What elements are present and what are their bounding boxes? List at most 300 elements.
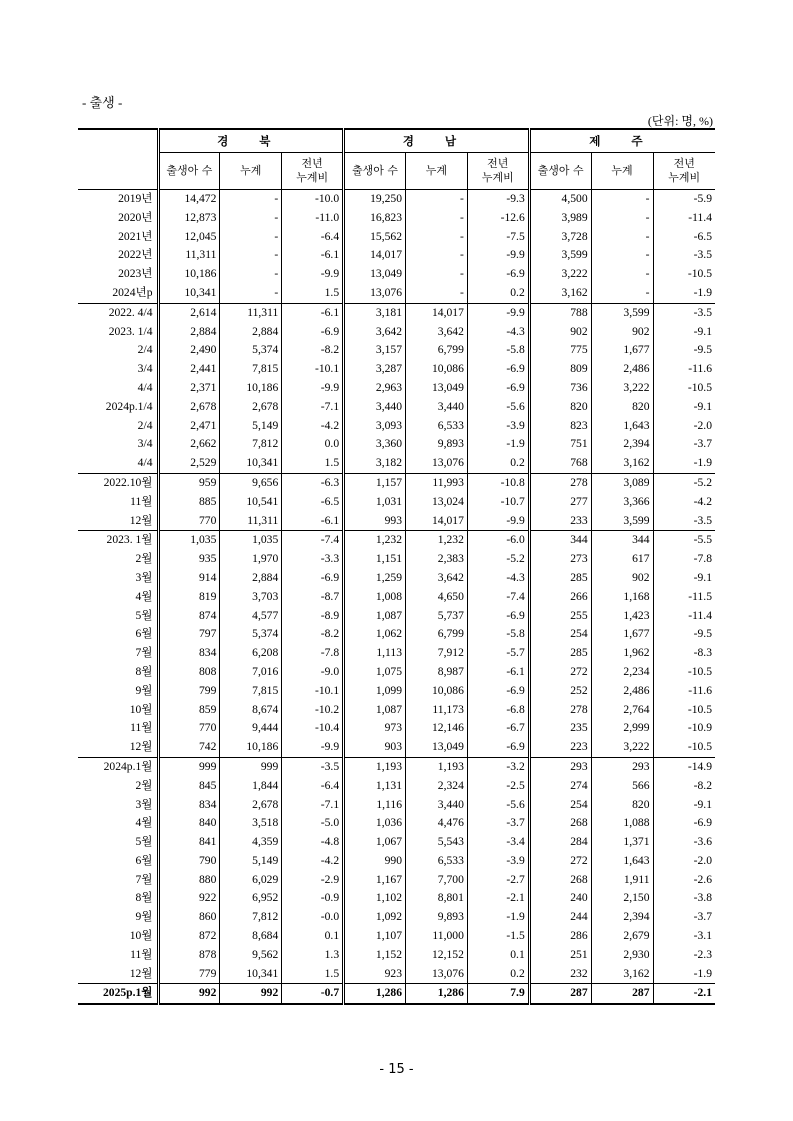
birth-count-cell: 254 [529,625,591,644]
row-label: 12월 [129,966,153,980]
cumulative-cell: - [406,284,468,303]
cumulative-cell: - [406,228,468,247]
birth-count-header: 출생아 수 [344,153,406,190]
birth-count-cell: 859 [158,701,220,720]
yoy-ratio-cell: -5.5 [653,531,715,550]
cumulative-cell: 2,930 [591,946,653,965]
birth-count-cell: 834 [158,796,220,815]
cumulative-cell: 3,222 [591,738,653,757]
cumulative-cell: 12,146 [406,719,468,738]
table-row [78,531,715,550]
birth-count-cell: 3,642 [344,323,406,342]
cumulative-cell: 7,812 [220,435,282,454]
cumulative-cell: 2,324 [406,777,468,796]
cumulative-cell: 10,086 [406,360,468,379]
yoy-ratio-cell: -10.5 [653,265,715,284]
cumulative-cell: 6,952 [220,889,282,908]
birth-count-header: 출생아 수 [529,153,591,190]
cumulative-cell: 13,076 [406,965,468,984]
yoy-ratio-cell: -9.0 [282,663,344,682]
cumulative-cell: 14,017 [406,303,468,322]
table-row [78,927,715,946]
row-label: 11월 [130,947,153,961]
table-row [78,984,715,1004]
yoy-ratio-cell: -6.9 [467,607,529,626]
row-label: 2023년 [118,267,153,281]
row-label: 4월 [135,816,153,830]
birth-count-cell: 240 [529,889,591,908]
cumulative-cell: 1,088 [591,814,653,833]
yoy-ratio-cell: -6.0 [467,531,529,550]
cumulative-cell: 999 [220,757,282,776]
cumulative-cell: - [406,209,468,228]
yoy-ratio-cell: -1.9 [467,908,529,927]
cumulative-cell: 4,650 [406,588,468,607]
birth-count-cell: 285 [529,569,591,588]
yoy-ratio-cell: -10.8 [467,473,529,492]
yoy-ratio-cell: 0.2 [467,284,529,303]
yoy-ratio-cell: -3.8 [653,889,715,908]
yoy-ratio-cell: 7.9 [467,984,529,1004]
birth-count-cell: 1,062 [344,625,406,644]
birth-count-cell: 3,287 [344,360,406,379]
yoy-ratio-cell: -2.9 [282,871,344,890]
birth-count-cell: 12,045 [158,228,220,247]
yoy-ratio-cell: -5.6 [467,398,529,417]
table-row [78,833,715,852]
row-label: 2022. 4/4 [78,303,158,322]
yoy-ratio-cell: -7.4 [282,531,344,550]
cumulative-cell: 2,884 [220,569,282,588]
table-row [78,303,715,322]
birth-count-cell: 820 [529,398,591,417]
birth-count-cell: 19,250 [344,190,406,209]
yoy-ratio-cell: -0.7 [282,984,344,1004]
yoy-ratio-cell: -8.2 [282,341,344,360]
table-row [78,246,715,265]
birth-count-cell: 232 [529,965,591,984]
cumulative-cell: 5,149 [220,417,282,436]
birth-count-cell: 284 [529,833,591,852]
yoy-ratio-cell: -0.0 [282,908,344,927]
birth-count-cell: 1,008 [344,588,406,607]
yoy-ratio-cell: -9.9 [282,738,344,757]
birth-count-cell: 3,599 [529,246,591,265]
birth-count-cell: 10,186 [158,265,220,284]
table-row [78,889,715,908]
cumulative-cell: 10,186 [220,379,282,398]
row-label: 10월 [129,702,153,716]
yoy-ratio-cell: -3.5 [282,757,344,776]
yoy-ratio-cell: -5.6 [467,796,529,815]
yoy-ratio-cell: -3.6 [653,833,715,852]
table-row [78,777,715,796]
birth-count-cell: 1,087 [344,701,406,720]
cumulative-cell: 6,533 [406,417,468,436]
birth-count-cell: 1,152 [344,946,406,965]
row-label: 2월 [135,778,153,792]
birth-count-cell: 1,167 [344,871,406,890]
birth-count-cell: 16,823 [344,209,406,228]
birth-count-cell: 223 [529,738,591,757]
yoy-cumulative-ratio-header: 전년 누계비 [282,153,344,190]
yoy-ratio-cell: 1.5 [282,454,344,473]
yoy-ratio-cell: -14.9 [653,757,715,776]
cumulative-cell: 820 [591,398,653,417]
birth-count-cell: 10,341 [158,284,220,303]
cumulative-cell: 3,222 [591,379,653,398]
yoy-ratio-cell: -3.7 [467,814,529,833]
cumulative-cell: 5,737 [406,607,468,626]
cumulative-cell: 2,394 [591,908,653,927]
yoy-ratio-cell: -2.0 [653,852,715,871]
cumulative-cell: 1,035 [220,531,282,550]
table-row-group [78,303,715,473]
birth-count-cell: 3,182 [344,454,406,473]
yoy-ratio-cell: -11.4 [653,607,715,626]
birth-count-cell: 2,884 [158,323,220,342]
cumulative-cell: 13,024 [406,493,468,512]
table-row-group [78,757,715,984]
yoy-ratio-cell: -7.5 [467,228,529,247]
birth-count-cell: 287 [529,984,591,1004]
region-header-gyeongnam: 경 남 [344,129,530,153]
yoy-ratio-cell: -10.0 [282,190,344,209]
cumulative-cell: 902 [591,569,653,588]
cumulative-cell: 7,812 [220,908,282,927]
birth-count-cell: 15,562 [344,228,406,247]
table-row [78,265,715,284]
yoy-ratio-cell: -2.6 [653,871,715,890]
table-row [78,454,715,473]
birth-count-cell: 1,035 [158,531,220,550]
table-row [78,569,715,588]
yoy-ratio-cell: -2.5 [467,777,529,796]
birth-count-cell: 235 [529,719,591,738]
table-row [78,209,715,228]
birth-count-cell: 736 [529,379,591,398]
birth-count-cell: 808 [158,663,220,682]
cumulative-cell: 7,700 [406,871,468,890]
cumulative-cell: - [591,246,653,265]
yoy-cumulative-ratio-header: 전년 누계비 [653,153,715,190]
yoy-ratio-cell: 0.1 [467,946,529,965]
cumulative-cell: 13,076 [406,454,468,473]
birth-count-cell: 252 [529,682,591,701]
cumulative-cell: - [220,246,282,265]
yoy-ratio-cell: -3.5 [653,303,715,322]
row-label: 9월 [135,910,153,924]
cumulative-cell: 9,893 [406,908,468,927]
birth-count-cell: 3,222 [529,265,591,284]
cumulative-cell: - [220,228,282,247]
birth-count-cell: 13,049 [344,265,406,284]
row-label: 2023. 1월 [78,531,158,550]
table-row [78,360,715,379]
table-row [78,417,715,436]
cumulative-cell: 8,684 [220,927,282,946]
yoy-ratio-cell: -7.1 [282,796,344,815]
row-label: 2022년 [118,248,153,262]
yoy-ratio-cell: -6.9 [653,814,715,833]
cumulative-cell: 1,168 [591,588,653,607]
birth-count-cell: 1,036 [344,814,406,833]
birth-count-cell: 790 [158,852,220,871]
yoy-ratio-cell: -3.1 [653,927,715,946]
cumulative-cell: 1,970 [220,550,282,569]
birth-count-cell: 278 [529,473,591,492]
table-row-group [78,984,715,1004]
yoy-ratio-cell: -6.7 [467,719,529,738]
yoy-ratio-cell: -0.9 [282,889,344,908]
cumulative-cell: 617 [591,550,653,569]
yoy-ratio-cell: -10.1 [282,682,344,701]
yoy-ratio-cell: -8.7 [282,588,344,607]
birth-count-cell: 272 [529,663,591,682]
yoy-ratio-cell: -3.9 [467,417,529,436]
birth-count-cell: 1,157 [344,473,406,492]
cumulative-cell: 11,311 [220,512,282,531]
cumulative-cell: 7,912 [406,644,468,663]
yoy-ratio-cell: -2.7 [467,871,529,890]
cumulative-cell: 2,486 [591,360,653,379]
row-label: 12월 [129,513,153,527]
birth-count-cell: 878 [158,946,220,965]
yoy-ratio-cell: -5.9 [653,190,715,209]
birth-count-cell: 286 [529,927,591,946]
yoy-ratio-cell: -3.7 [653,908,715,927]
birth-count-cell: 1,087 [344,607,406,626]
birth-count-cell: 874 [158,607,220,626]
birth-statistics-table [78,128,715,1005]
yoy-ratio-cell: -4.2 [282,852,344,871]
yoy-ratio-cell: -1.9 [653,454,715,473]
row-label: 3월 [135,797,153,811]
table-row [78,228,715,247]
yoy-ratio-cell: -9.9 [467,512,529,531]
yoy-ratio-cell: -5.0 [282,814,344,833]
region-header-gyeongbuk: 경 북 [158,129,344,153]
yoy-ratio-cell: -6.9 [467,360,529,379]
birth-count-cell: 4,500 [529,190,591,209]
unit-note: (단위: 명, %) [647,114,713,128]
cumulative-cell: 3,366 [591,493,653,512]
cumulative-cell: 1,911 [591,871,653,890]
birth-count-cell: 770 [158,719,220,738]
yoy-ratio-cell: -2.3 [653,946,715,965]
row-label: 11월 [130,494,153,508]
birth-count-cell: 834 [158,644,220,663]
row-label: 7월 [135,646,153,660]
cumulative-cell: 2,678 [220,398,282,417]
birth-count-cell: 3,162 [529,284,591,303]
birth-count-cell: 3,181 [344,303,406,322]
birth-count-cell: 770 [158,512,220,531]
cumulative-cell: 3,642 [406,323,468,342]
birth-count-cell: 993 [344,512,406,531]
cumulative-header: 누계 [591,153,653,190]
yoy-ratio-cell: -7.4 [467,588,529,607]
birth-count-cell: 797 [158,625,220,644]
yoy-ratio-cell: -1.9 [653,965,715,984]
row-label: 7월 [135,872,153,886]
page-number: - 15 - [379,1062,414,1077]
table-row [78,663,715,682]
row-label: 6월 [135,627,153,641]
cumulative-cell: 2,234 [591,663,653,682]
row-label: 2024p.1/4 [105,399,153,413]
cumulative-cell: 1,962 [591,644,653,663]
yoy-ratio-cell: -11.6 [653,682,715,701]
yoy-ratio-cell: -10.1 [282,360,344,379]
cumulative-cell: 11,000 [406,927,468,946]
birth-count-cell: 285 [529,644,591,663]
yoy-ratio-cell: -9.9 [467,246,529,265]
birth-count-cell: 268 [529,814,591,833]
birth-count-cell: 2,614 [158,303,220,322]
birth-count-cell: 2,441 [158,360,220,379]
cumulative-cell: - [220,265,282,284]
birth-count-cell: 1,193 [344,757,406,776]
table-row [78,965,715,984]
yoy-ratio-cell: -8.9 [282,607,344,626]
yoy-ratio-cell: -5.8 [467,341,529,360]
cumulative-cell: 6,799 [406,341,468,360]
birth-count-cell: 3,989 [529,209,591,228]
cumulative-cell: 10,541 [220,493,282,512]
cumulative-cell: 2,486 [591,682,653,701]
row-label: 8월 [135,891,153,905]
cumulative-cell: - [591,228,653,247]
cumulative-cell: 5,543 [406,833,468,852]
table-row-group [78,473,715,530]
birth-count-cell: 809 [529,360,591,379]
birth-count-cell: 11,311 [158,246,220,265]
row-label: 9월 [135,683,153,697]
yoy-ratio-cell: -10.9 [653,719,715,738]
yoy-cumulative-ratio-header: 전년 누계비 [467,153,529,190]
birth-count-cell: 251 [529,946,591,965]
cumulative-cell: - [591,190,653,209]
yoy-ratio-cell: -8.2 [653,777,715,796]
cumulative-cell: 9,562 [220,946,282,965]
cumulative-cell: - [406,246,468,265]
yoy-ratio-cell: -6.9 [467,738,529,757]
cumulative-cell: 1,677 [591,341,653,360]
cumulative-cell: 1,371 [591,833,653,852]
yoy-ratio-cell: -8.2 [282,625,344,644]
row-label: 2021년 [118,229,153,243]
birth-count-cell: 872 [158,927,220,946]
birth-count-cell: 1,259 [344,569,406,588]
cumulative-cell: 902 [591,323,653,342]
row-label: 2월 [135,552,153,566]
yoy-ratio-cell: -3.5 [653,512,715,531]
birth-count-cell: 1,116 [344,796,406,815]
cumulative-cell: 3,089 [591,473,653,492]
table-row [78,398,715,417]
table-row-group [78,531,715,758]
cumulative-cell: 3,162 [591,454,653,473]
yoy-ratio-cell: -6.9 [282,323,344,342]
birth-count-cell: 1,092 [344,908,406,927]
table-row [78,435,715,454]
yoy-ratio-cell: -3.5 [653,246,715,265]
birth-count-cell: 3,157 [344,341,406,360]
birth-count-cell: 14,472 [158,190,220,209]
row-label: 5월 [135,835,153,849]
birth-count-cell: 768 [529,454,591,473]
row-label: 6월 [135,853,153,867]
yoy-ratio-cell: -6.8 [467,701,529,720]
table-row [78,946,715,965]
row-label-header [78,129,158,190]
yoy-ratio-cell: -9.5 [653,625,715,644]
birth-count-cell: 1,067 [344,833,406,852]
yoy-ratio-cell: -7.8 [653,550,715,569]
yoy-ratio-cell: -9.1 [653,569,715,588]
birth-count-cell: 1,131 [344,777,406,796]
birth-count-cell: 1,102 [344,889,406,908]
cumulative-cell: - [220,190,282,209]
cumulative-cell: 4,577 [220,607,282,626]
birth-count-cell: 1,107 [344,927,406,946]
cumulative-cell: 1,286 [406,984,468,1004]
row-label: 2022.10월 [78,473,158,492]
yoy-ratio-cell: -4.8 [282,833,344,852]
birth-count-cell: 254 [529,796,591,815]
table-row [78,719,715,738]
cumulative-cell: 1,643 [591,417,653,436]
table-row [78,625,715,644]
yoy-ratio-cell: -2.1 [467,889,529,908]
table-row [78,852,715,871]
cumulative-cell: 820 [591,796,653,815]
cumulative-cell: 1,232 [406,531,468,550]
yoy-ratio-cell: -5.8 [467,625,529,644]
yoy-ratio-cell: -3.4 [467,833,529,852]
table-row [78,379,715,398]
cumulative-cell: 2,150 [591,889,653,908]
cumulative-cell: 11,311 [220,303,282,322]
yoy-ratio-cell: -6.1 [467,663,529,682]
cumulative-cell: 2,678 [220,796,282,815]
birth-count-cell: 2,529 [158,454,220,473]
cumulative-cell: 6,208 [220,644,282,663]
yoy-ratio-cell: 1.5 [282,284,344,303]
birth-count-cell: 1,286 [344,984,406,1004]
cumulative-cell: 6,029 [220,871,282,890]
birth-count-cell: 3,728 [529,228,591,247]
birth-count-cell: 903 [344,738,406,757]
yoy-ratio-cell: -6.5 [653,228,715,247]
cumulative-cell: 992 [220,984,282,1004]
cumulative-cell: - [220,209,282,228]
cumulative-header: 누계 [220,153,282,190]
row-label: 2/4 [137,343,153,357]
yoy-ratio-cell: -9.5 [653,341,715,360]
table-row [78,607,715,626]
cumulative-cell: 2,764 [591,701,653,720]
birth-count-cell: 244 [529,908,591,927]
cumulative-cell: 8,987 [406,663,468,682]
table-row [78,493,715,512]
table-row [78,190,715,209]
yoy-ratio-cell: -11.0 [282,209,344,228]
cumulative-cell: - [220,284,282,303]
row-label: 12월 [129,740,153,754]
cumulative-cell: 10,186 [220,738,282,757]
